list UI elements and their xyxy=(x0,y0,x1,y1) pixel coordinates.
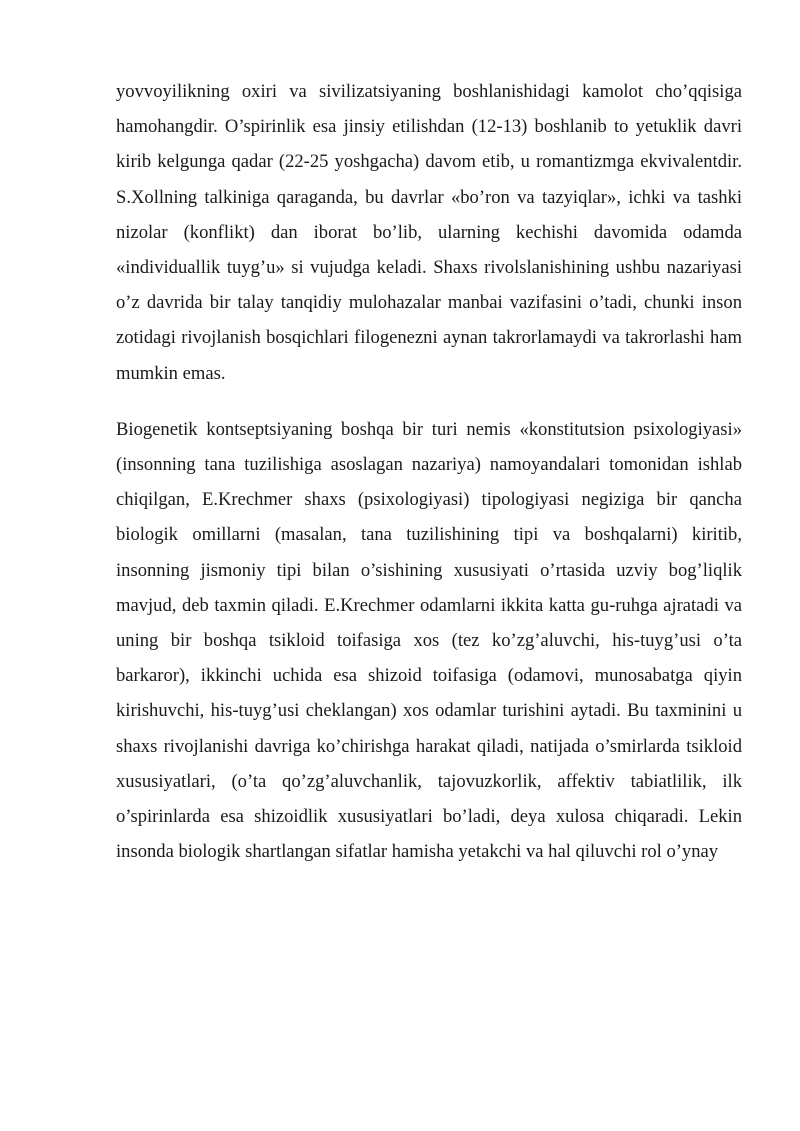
document-page xyxy=(116,74,742,869)
paragraph-text: yovvoyilikning oxiri va sivilizatsiyaning boshlanishidagi kamolot cho’qqisiga hamohangdir. O’spirinlik esa jinsiy etilishdan (12-13) boshlanib to yetuklik davri kirib kelgunga qadar (22-25 yoshgacha) davom etib, u romantizmga ekvivalentdir. S.Xollning talkiniga qaraganda, bu davrlar «bo’ron va tazyiqlar», ichki va tashki nizolar (konflikt) dan iborat bo’lib, ularning kechishi davomida odamda «individuallik tuyg’u» si vujudga keladi. Shaxs rivolslanishining ushbu nazariyasi o’z davrida bir talay tanqidiy mulohazalar manbai vazifasini o’tadi, chunki inson zotidagi rivojlanish bosqichlari filogenezni aynan takrorlamaydi va takrorlashi ham mumkin emas. xyxy=(116,81,742,384)
paragraph-text: Biogenetik kontseptsiyaning boshqa bir turi nemis «konstitutsion psixologiyasi» (insonning tana tuzilishiga asoslagan nazariya) namoyandalari tomonidan ishlab chiqilgan, E.Krechmer shaxs (psixologiyasi) tipologiyasi negiziga bir qancha biologik omillarni (masalan, tana tuzilishining tipi va boshqalarni) kiritib, insonning jismoniy tipi bilan o’sishining xususiyati o’rtasida uzviy bog’liqlik mavjud, deb taxmin qiladi. E.Krechmer odamlarni ikkita katta gu-ruhga ajratadi va uning bir boshqa tsikloid toifasiga xos (tez ko’zg’aluvchi, his-tuyg’usi o’ta barkaror), ikkinchi uchida esa shizoid toifasiga (odamovi, munosabatga qiyin kirishuvchi, his-tuyg’usi cheklangan) xos odamlar turishini aytadi. Bu taxminini u shaxs rivojlanishi davriga ko’chirishga harakat qiladi, natijada o’smirlarda tsikloid xususiyatlari, (o’ta qo’zg’aluvchanlik, tajovuzkorlik, affektiv tabiatlilik, ilk o’spirinlarda esa shizoidlik xususiyatlari bo’ladi, deya xulosa chiqaradi. Lekin insonda biologik shartlangan sifatlar hamisha yetakchi va hal qiluvchi rol o’ynay xyxy=(116,418,742,863)
